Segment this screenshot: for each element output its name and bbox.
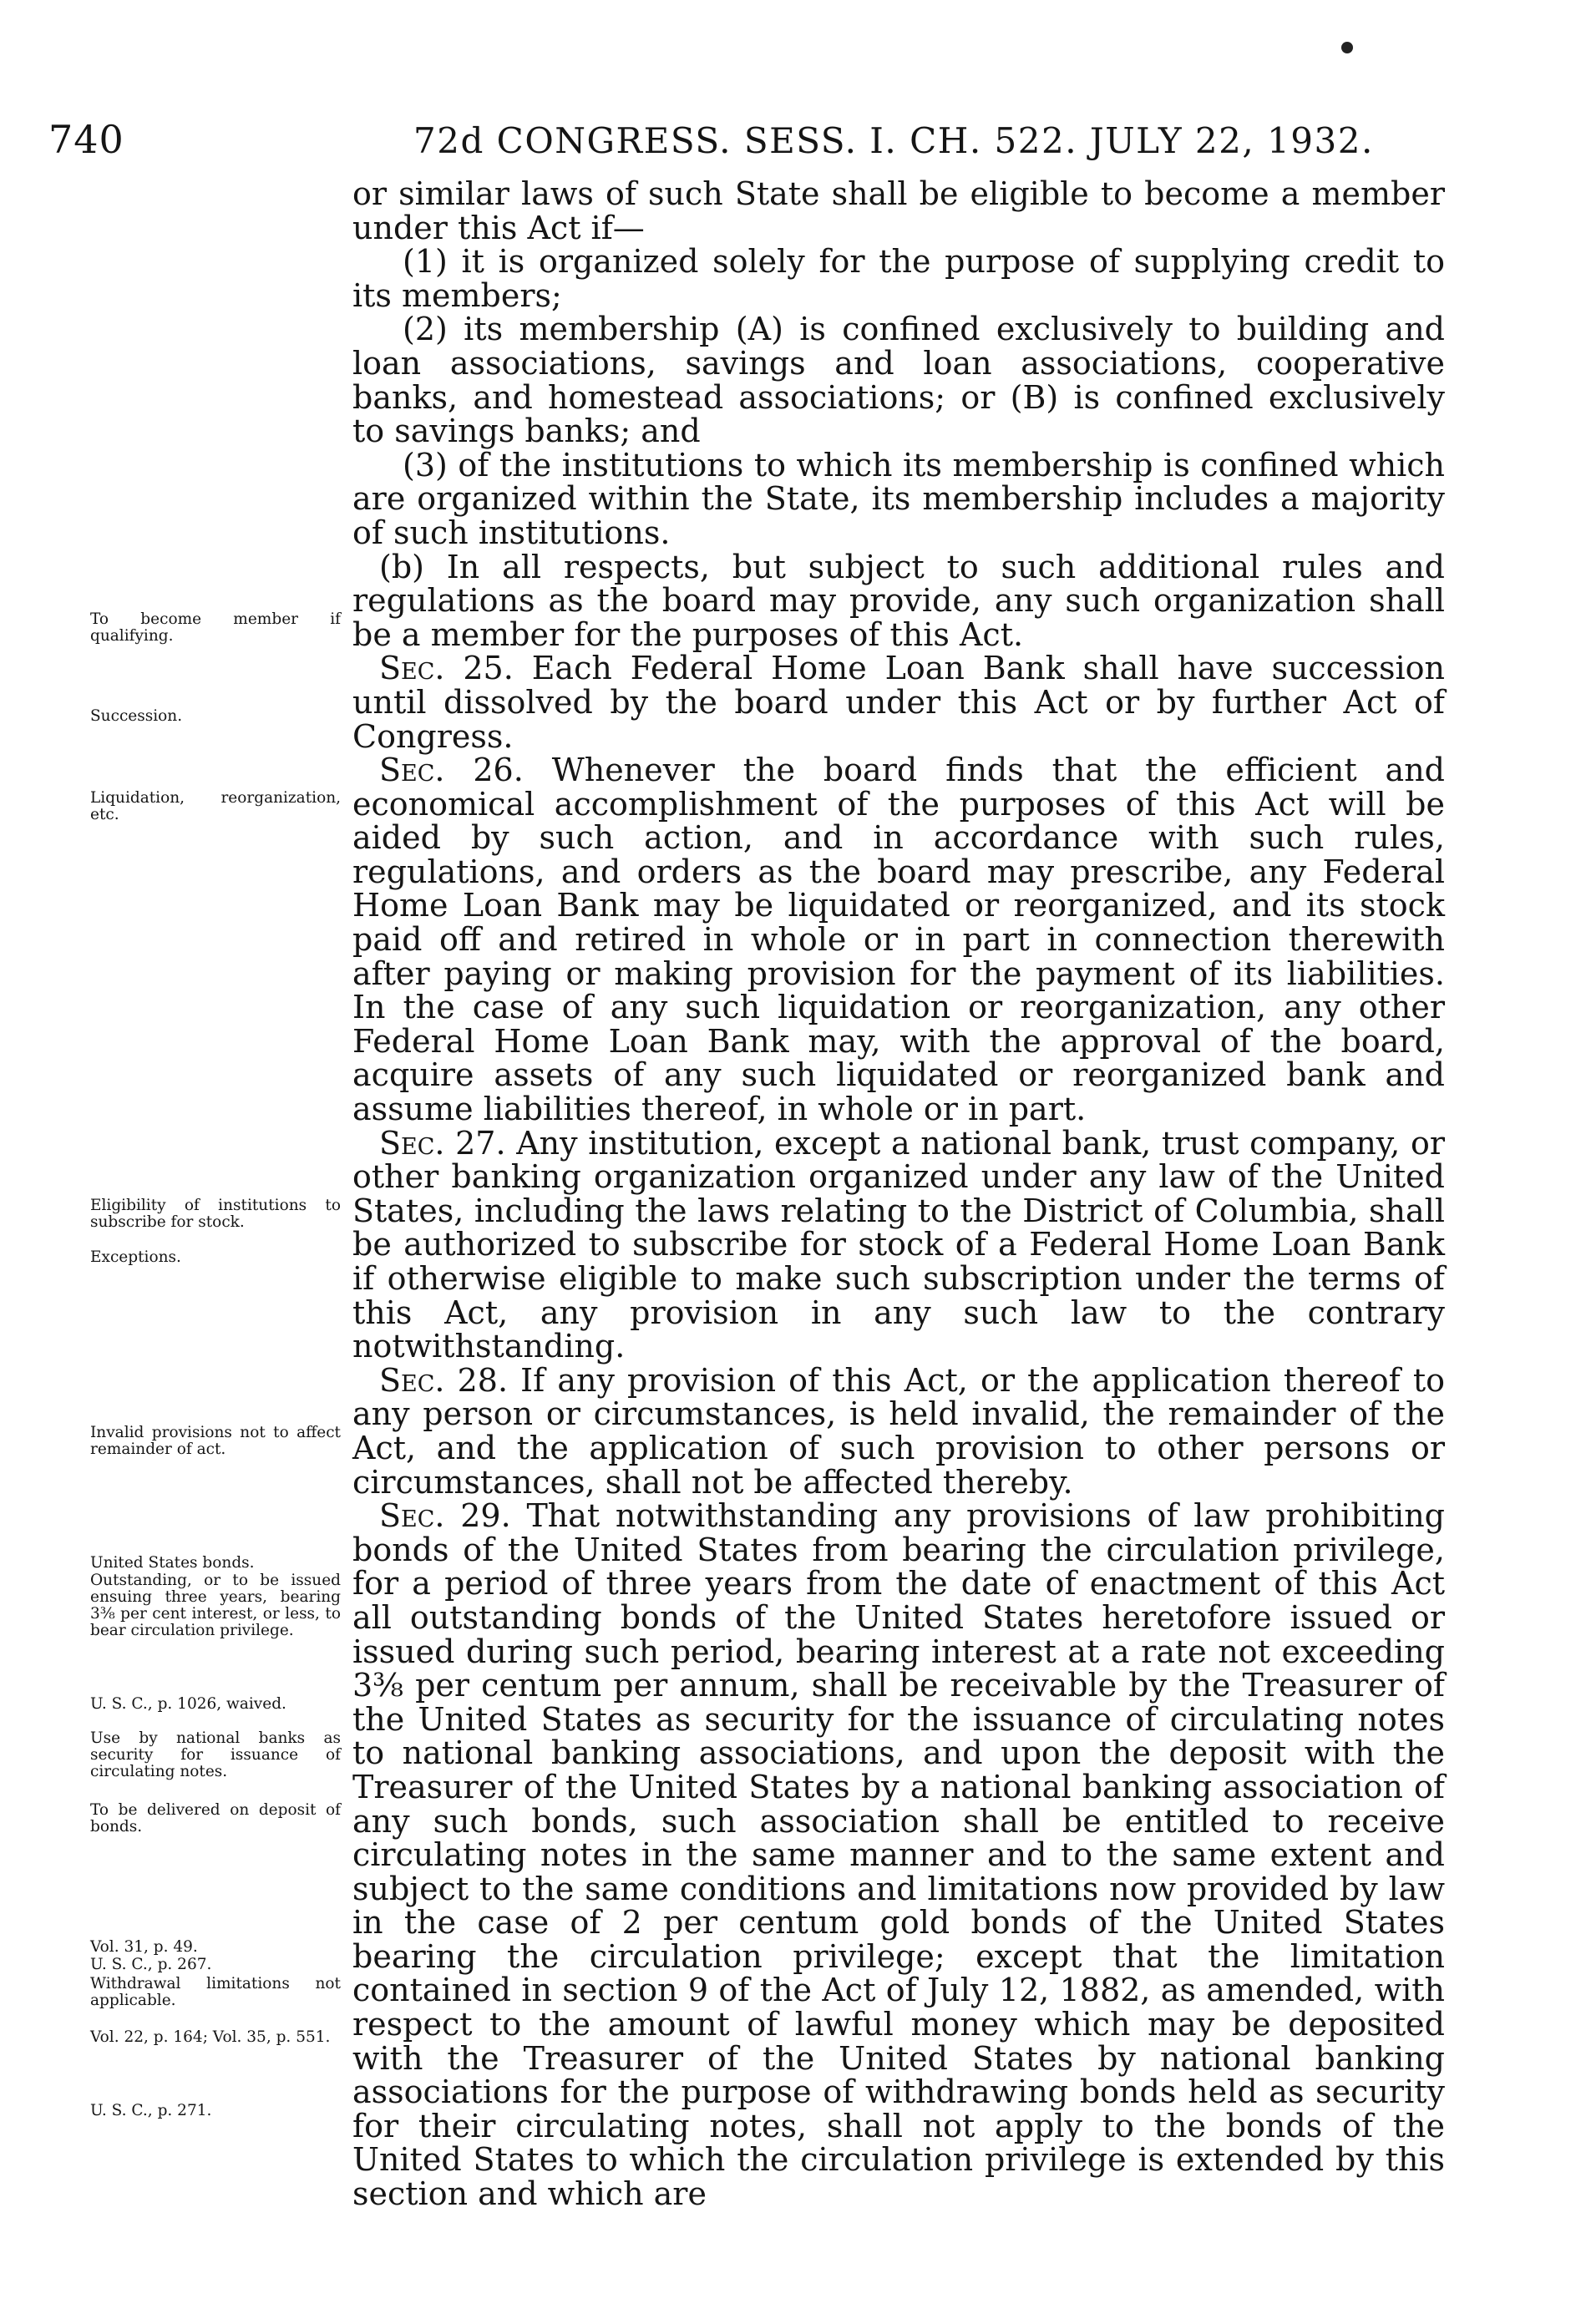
margin-note-us-bonds: United States bonds. bbox=[90, 1554, 255, 1572]
section-28-label: Sec. 28. bbox=[379, 1361, 509, 1399]
running-head: 72d CONGRESS. SESS. I. CH. 522. JULY 22, 1932. bbox=[413, 120, 1374, 161]
margin-note-vol22: Vol. 22, p. 164; Vol. 35, p. 551. bbox=[90, 2028, 331, 2046]
section-25-text: Each Federal Home Loan Bank shall have succession until dissolved by the board under this Act or by further Act of Congress. bbox=[352, 650, 1445, 755]
margin-note-usc-1026: U. S. C., p. 1026, waived. bbox=[90, 1695, 286, 1713]
section-28-text: If any provision of this Act, or the application thereof to any person or circumstances, is held invalid, the remainder of the Act, and the application of such provision to other persons or circumstances, shall not be affected thereby. bbox=[352, 1361, 1445, 1501]
section-26-label: Sec. 26. bbox=[379, 752, 524, 789]
margin-note-outstanding: Outstanding, or to be issued ensuing three years, bearing 3⅜ per cent interest, or less, to bear circulation privilege. bbox=[90, 1572, 341, 1639]
margin-note-succession: Succession. bbox=[90, 707, 183, 725]
margin-note-exceptions: Exceptions. bbox=[90, 1248, 181, 1266]
section-25-label: Sec. 25. bbox=[379, 650, 514, 687]
section-27 bbox=[352, 1124, 1445, 1365]
page-number: 740 bbox=[48, 117, 124, 162]
margin-note-usc-271: U. S. C., p. 271. bbox=[90, 2102, 212, 2119]
margin-note-use-by-banks: Use by national banks as security for issuance of circulating notes. bbox=[90, 1729, 341, 1780]
section-27-text: Any institution, except a national bank, trust company, or other banking organization organized under any law of the United States, including the laws relating to the District of Columbia, shall be authorized to subscribe for stock of a Federal Home Loan Bank if otherwise eligible to make such subscription under the terms of this Act, any provision in any such law to the contrary notwithstanding. bbox=[352, 1124, 1445, 1365]
paragraph-continuation: or similar laws of such State shall be eligible to become a member under this Act if— bbox=[352, 175, 1445, 246]
section-29 bbox=[352, 1497, 1445, 2213]
section-26-text: Whenever the board finds that the efficient and economical accomplishment of the purposes of this Act will be aided by such action, and in accordance with such rules, regulations, and orders as the board may prescribe, any Federal Home Loan Bank may be liquidated or reorganized, and its stock paid off and retired in whole or in part in connection therewith after paying or making provision for the payment of its liabilities. In the case of any such liquidation or reorganization, any other Federal Home Loan Bank may, with the approval of the board, acquire assets of any such liquidated or reorganized bank and assume liabilities thereof, in whole or in part. bbox=[352, 752, 1445, 1128]
print-speck bbox=[1341, 42, 1353, 53]
list-item-1: (1) it is organized solely for the purpose of supplying credit to its members; bbox=[352, 243, 1445, 314]
section-26 bbox=[352, 753, 1445, 1127]
section-29-text: That notwithstanding any provisions of law prohibiting bonds of the United States from bearing the circulation privilege, for a period of three years from the date of enactment of this Act all outstanding bonds of the United States heretofore issued or issued during such period, bearing interest at a rate not exceeding 3⅜ per centum per annum, shall be receivable by the Treasurer of the United States as security for the issuance of circulating notes to national banking associations, and upon the deposit with the Treasurer of the United States by a national banking association of any such bonds, such association shall be entitled to receive circulating notes in the same manner and to the same extent and subject to the same conditions and limitations now provided by law in the case of 2 per centum gold bonds of the United States bearing the circulation privilege; except that the limitation contained in section 9 of the Act of July 12, 1882, as amended, with respect to the amount of lawful money which may be deposited with the Treasurer of the United States by national banking associations for the purpose of withdrawing bonds held as security for their circulating notes, shall not apply to the bonds of the United States to which the circulation privilege is extended by this section and which are bbox=[352, 1497, 1445, 2213]
margin-note-eligibility: Eligibility of institutions to subscribe for stock. bbox=[90, 1197, 341, 1231]
section-29-label: Sec. 29. bbox=[379, 1497, 511, 1535]
margin-note-usc-267: U. S. C., p. 267. bbox=[90, 1956, 212, 1973]
margin-notes bbox=[0, 0, 351, 2324]
paragraph-b: (b) In all respects, but subject to such additional rules and regulations as the board may provide, any such organization shall be a member for the purposes of this Act. bbox=[352, 548, 1445, 653]
margin-note-to-become-member: To become member if qualifying. bbox=[90, 610, 341, 645]
margin-note-withdrawal: Withdrawal limitations not applicable. bbox=[90, 1975, 341, 2009]
margin-note-to-be-delivered: To be delivered on deposit of bonds. bbox=[90, 1801, 341, 1835]
margin-note-vol31: Vol. 31, p. 49. bbox=[90, 1938, 198, 1956]
section-25 bbox=[352, 651, 1445, 753]
section-27-label: Sec. 27. bbox=[379, 1124, 506, 1162]
list-item-3: (3) of the institutions to which its membership is confined which are organized within the State, its membership includes a majority of such institutions. bbox=[352, 446, 1445, 551]
margin-note-invalid-provisions: Invalid provisions not to affect remainder of act. bbox=[90, 1424, 341, 1458]
margin-note-liquidation: Liquidation, reorganization, etc. bbox=[90, 789, 341, 823]
section-28 bbox=[352, 1361, 1445, 1501]
list-item-2: (2) its membership (A) is confined exclusively to building and loan associations, savings and loan associations, cooperative banks, and homestead associations; or (B) is confined exclusively to savings banks; and bbox=[352, 311, 1445, 450]
main-text bbox=[352, 177, 1445, 2211]
